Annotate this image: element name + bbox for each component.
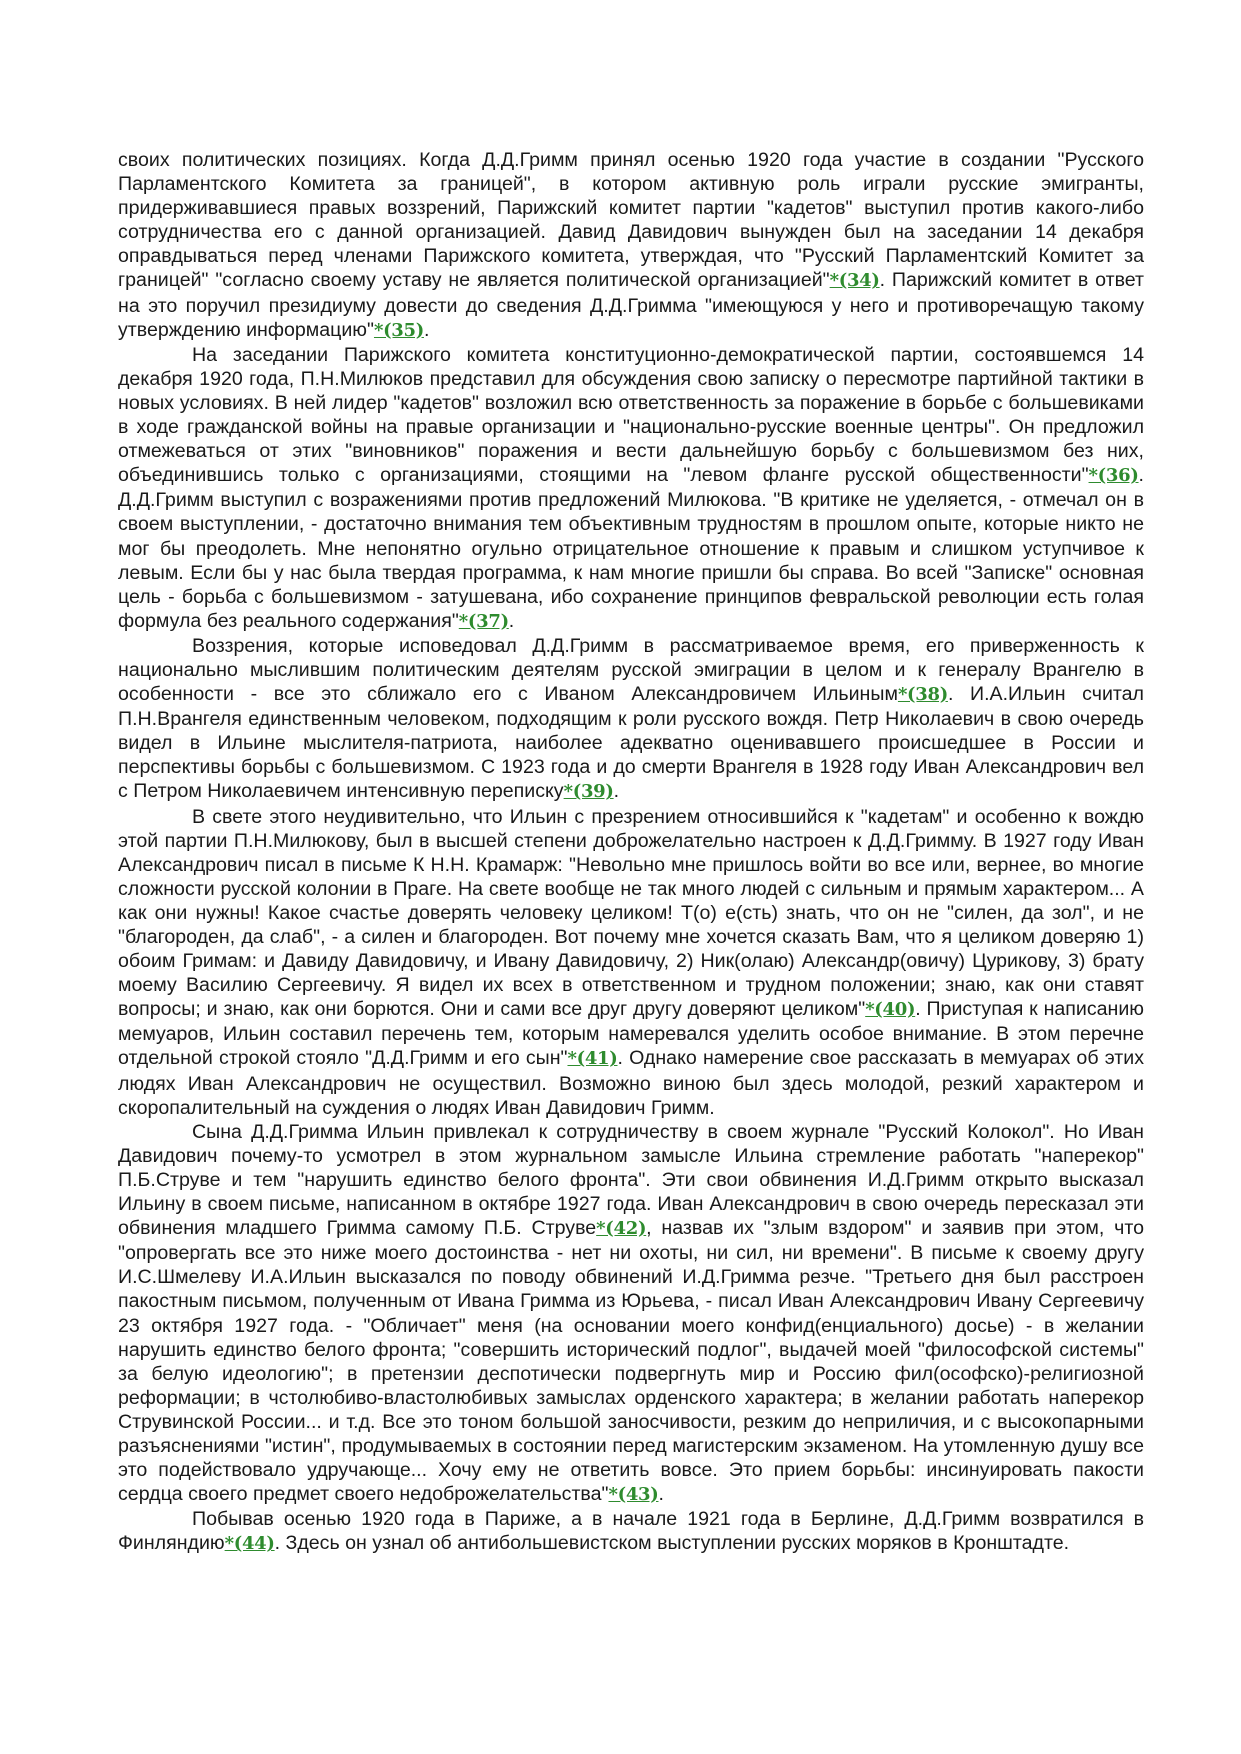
footnote-link-40[interactable]: *(40) bbox=[865, 999, 916, 1021]
paragraph bbox=[118, 1120, 1144, 1508]
paragraph bbox=[118, 634, 1144, 805]
footnote-link-43[interactable]: *(43) bbox=[608, 1484, 659, 1506]
paragraph bbox=[118, 148, 1144, 343]
paragraph bbox=[118, 805, 1144, 1120]
paragraph bbox=[118, 1507, 1144, 1556]
text-run: . bbox=[658, 1483, 664, 1506]
document-page bbox=[118, 148, 1144, 1556]
text-run: . Однако намерение свое рассказать в мемуарах об этих людях Иван Александрович не осуществил. Возможно виною был здесь молодой, резкий характером и скоропалительный на суждения о людях Иван Давидович Гримм. bbox=[118, 1047, 1145, 1119]
footnote-link-37[interactable]: *(37) bbox=[458, 610, 509, 632]
text-run: В свете этого неудивительно, что Ильин с презрением относившийся к "кадетам" и особенно к вождю этой партии П.Н.Милюкову, был в высшей степени доброжелательно настроен к Д.Д.Гримму. В 1927 году Иван Александрович писал в письме К Н.Н. Крамарж: "Невольно мне пришлось войти во все или, вернее, во многие сложности русской колонии в Праге. На свете вообще не так много людей с сильным и прямым характером... А как они нужны! Какое счастье доверять человеку целиком! Т(о) е(сть) знать, что он не "силен, да зол", и не "благороден, да слаб", - а силен и благороден. Вот почему мне хочется сказать Вам, что я целиком доверяю 1) обоим Гримам: и Давиду Давидовичу, и Ивану Давидовичу, 2) Ник(олаю) Александр(овичу) Цурикову, 3) брату моему Василию Сергеевичу. Я видел их всех в ответственном и трудном положении; знаю, как они ставят вопросы; и знаю, как они борются. Они и сами все друг другу доверяют целиком" bbox=[118, 805, 1144, 1021]
footnote-link-36[interactable]: *(36) bbox=[1088, 465, 1139, 487]
text-run: На заседании Парижского комитета конституционно-демократической партии, состоявшемся 14 декабря 1920 года, П.Н.Милюков представил для обсуждения свою записку о пересмотре партийной тактики в новых условиях. В ней лидер "кадетов" возложил всю ответственность за поражение в борьбе с большевиками в ходе гражданской войны на правые организации и "национально-русские военные центры". Он предложил отмежеваться от этих "виновников" поражения и вести дальнейшую борьбу с большевизмом без них, объединившись только с организациями, стоящими на "левом фланге русской общественности" bbox=[118, 343, 1144, 487]
text-run: . Приступая к написанию мемуаров, Ильин составил перечень тем, которым намеревался уделить особое внимание. В этом перечне отдельной строкой стояло "Д.Д.Гримм и его сын" bbox=[118, 998, 1145, 1070]
footnote-link-41[interactable]: *(41) bbox=[567, 1048, 618, 1070]
text-run: Воззрения, которые исповедовал Д.Д.Гримм в рассматриваемое время, его приверженность к национально мыслившим политическим деятелям русской эмиграции в целом и к генералу Врангелю в особенности - все это сближало его с Иваном Александровичем Ильиным bbox=[118, 634, 1144, 706]
footnote-link-34[interactable]: *(34) bbox=[829, 270, 880, 292]
footnote-link-39[interactable]: *(39) bbox=[563, 781, 614, 803]
text-run: . bbox=[423, 318, 430, 341]
text-run: своих политических позициях. Когда Д.Д.Гримм принял осенью 1920 года участие в создании "Русского Парламентского Комитета за границей", в котором активную роль играли русские эмигранты, придерживавшиеся правых воззрений, Парижский комитет партии "кадетов" выступил против какого-либо сотрудничества его с данной организацией. Давид Давидович вынужден был на заседании 14 декабря оправдываться перед членами Парижского комитета, утверждая, что "Русский Парламентский Комитет за границей" "согласно своему уставу не является политической организацией" bbox=[118, 149, 1144, 292]
text-run: . bbox=[508, 609, 515, 632]
footnote-link-42[interactable]: *(42) bbox=[596, 1218, 647, 1240]
paragraph bbox=[118, 343, 1144, 634]
footnote-link-38[interactable]: *(38) bbox=[897, 684, 948, 706]
text-run: . bbox=[613, 780, 620, 803]
text-run: . Здесь он узнал об антибольшевистском выступлении русских моряков в Кронштадте. bbox=[274, 1532, 1070, 1555]
text-run: Сына Д.Д.Гримма Ильин привлекал к сотрудничеству в своем журнале "Русский Колокол". Но Иван Давидович почему-то усмотрел в этом журнальном замысле Ильина стремление работать "наперекор" П.Б.Струве и тем "нарушить единство белого фронта". Эти свои обвинения И.Д.Гримм открыто высказал Ильину в своем письме, написанном в октябре 1927 года. Иван Александрович в свою очередь пересказал эти обвинения младшего Гримма самому П.Б. Струве bbox=[118, 1120, 1144, 1240]
text-run: . Д.Д.Гримм выступил с возражениями против предложений Милюкова. "В критике не уделяется, - отмечал он в своем выступлении, - достаточно внимания тем объективным трудностям в прошлом опыте, которые никто не мог бы преодолеть. Мне непонятно огульно отрицательное отношение к правым и слишком уступчивое к левым. Если бы у нас была твердая программа, к нам многие пришли бы справа. Во всей "Записке" основная цель - борьба с большевизмом - затушевана, ибо сохранение принципов февральской революции есть голая формула без реального содержания" bbox=[118, 464, 1144, 632]
footnote-link-44[interactable]: *(44) bbox=[224, 1533, 275, 1555]
text-run: . И.А.Ильин считал П.Н.Врангеля единственным человеком, подходящим к роли русского вождя. Петр Николаевич в свою очередь видел в Ильине мыслителя-патриота, наиболее адекватно оценивавшего происшедшее в России и перспективы борьбы с большевизмом. С 1923 года и до смерти Врангеля в 1928 году Иван Александрович вел с Петром Николаевичем интенсивную переписку bbox=[118, 683, 1144, 803]
text-run: Побывав осенью 1920 года в Париже, а в начале 1921 года в Берлине, Д.Д.Гримм возвратился в Финляндию bbox=[118, 1508, 1144, 1555]
footnote-link-35[interactable]: *(35) bbox=[373, 319, 424, 341]
text-run: . Парижский комитет в ответ на это поручил президиуму довести до сведения Д.Д.Гримма "имеющуюся у него и противоречащую такому утверждению информацию" bbox=[118, 269, 1144, 341]
text-run: , назвав их "злым вздором" и заявив при этом, что "опровергать все это ниже моего достоинства - нет ни охоты, ни сил, ни времени". В письме к своему другу И.С.Шмелеву И.А.Ильин высказался по поводу обвинений И.Д.Гримма резче. "Третьего дня был расстроен пакостным письмом, полученным от Ивана Гримма из Юрьева, - писал Иван Александрович Ивану Сергеевичу 23 октября 1927 года. - "Обличает" меня (на основании моего конфид(енциального) досье) - в желании нарушить единство белого фронта; "совершить исторический подлог", выдачей моей "философской системы" за белую идеологию"; в претензии деспотически подвергнуть мир и Россию фил(ософско)-религиозной реформации; в чстолюбиво-властолюбивых замыслах орденского характера; в желании работать наперекор Струвинской России... и т.д. Все это тоном большой заносчивости, резким до неприличия, и с высокопарными разъяснениями "истин", продумываемых в состоянии перед магистерским экзаменом. На утомленную душу все это подействовало удручающе... Хочу ему не ответить вовсе. Это прием борьбы: инсинуировать пакости сердца своего предмет своего недоброжелательства" bbox=[118, 1217, 1144, 1506]
